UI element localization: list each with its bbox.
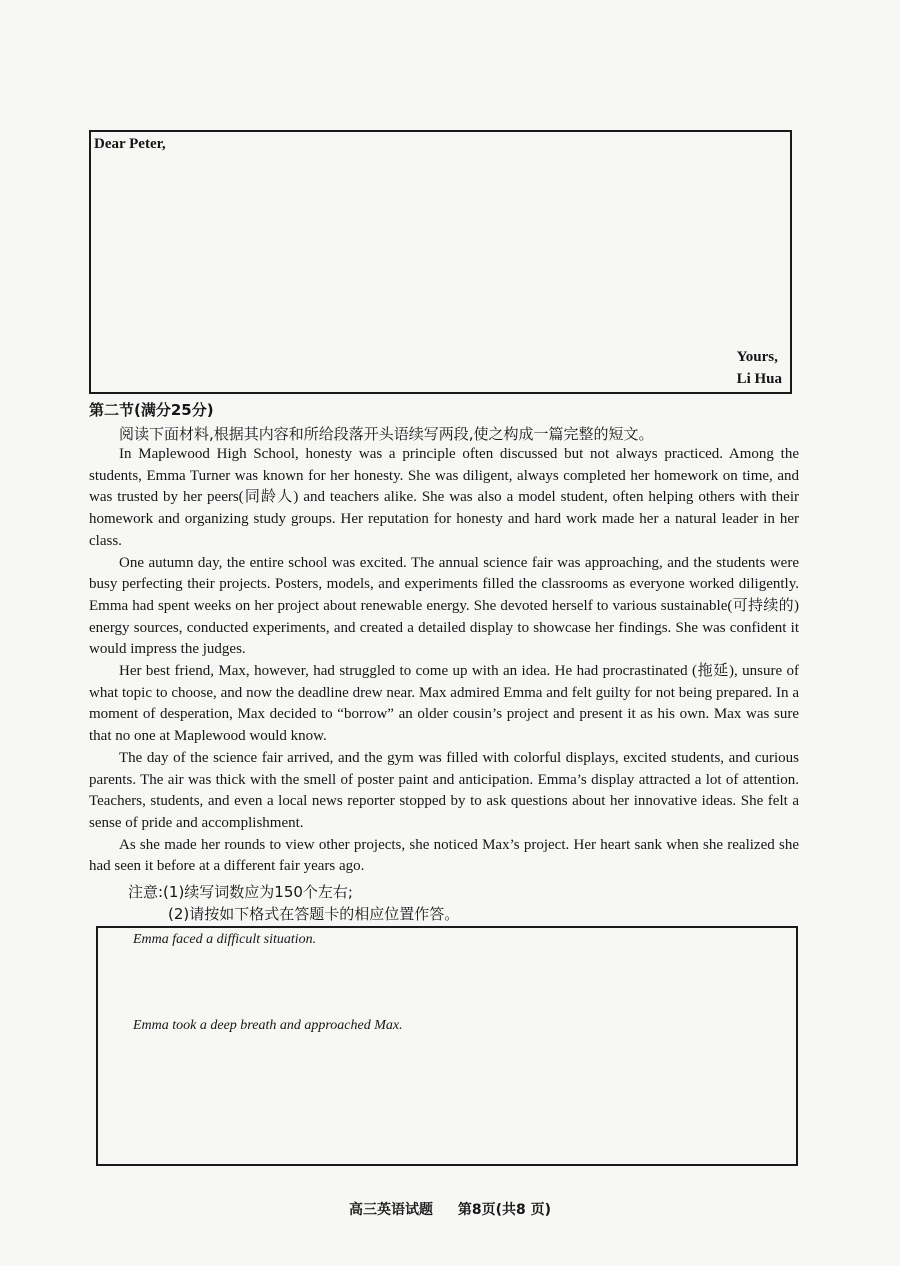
passage-paragraph: The day of the science fair arrived, and the gym was filled with colorful displays, excited students, and curious parents. The air was thick with the smell of poster paint and anticipation. Emma’s display attracted a lot of attention. Teachers, students, and even a local news reporter stopped by to ask questions about her innovative ideas. She felt a sense of pride and accomplishment. [89, 749, 799, 831]
letter-closing-block [737, 346, 782, 390]
note-line-2: (2)请按如下格式在答题卡的相应位置作答。 [168, 905, 460, 923]
note-line-1: 注意:(1)续写词数应为150个左右; [128, 883, 353, 901]
page-footer [0, 1199, 900, 1219]
letter-writing-box [89, 130, 792, 394]
paragraph-opener-1: Emma faced a difficult situation. [133, 932, 317, 947]
footer-subject: 高三英语试题 [348, 1202, 433, 1218]
passage-paragraph: As she made her rounds to view other projects, she noticed Max’s project. Her heart sank when she realized she had seen it before at a different fair years ago. [89, 836, 799, 875]
letter-closing: Yours, [736, 349, 778, 365]
letter-salutation: Dear Peter, [94, 136, 166, 152]
passage-paragraph: One autumn day, the entire school was excited. The annual science fair was approaching, and the students were busy perfecting their projects. Posters, models, and experiments filled the classrooms as everyone worked diligently. Emma had spent weeks on her project about renewable energy. She devoted herself to various sustainable(可持续的) energy sources, conducted experiments, and created a detailed display to showcase her findings. She was confident it would impress the judges. [89, 554, 799, 658]
section-title: 第二节(满分25分) [89, 401, 214, 419]
reading-passage [89, 444, 799, 878]
passage-paragraph: Her best friend, Max, however, had struggled to come up with an idea. He had procrastinated (拖延), unsure of what topic to choose, and now the deadline drew near. Max admired Emma and felt guilty for not being prepared. In a moment of desperation, Max decided to “borrow” an older cousin’s project and present it as his own. Max was sure that no one at Maplewood would know. [89, 663, 799, 745]
paragraph-opener-2: Emma took a deep breath and approached Max. [133, 1018, 403, 1033]
section-instruction: 阅读下面材料,根据其内容和所给段落开头语续写两段,使之构成一篇完整的短文。 [119, 425, 654, 443]
letter-signature: Li Hua [736, 371, 782, 387]
passage-paragraph: In Maplewood High School, honesty was a principle often discussed but not always practiced. Among the students, Emma Turner was known for her honesty. She was diligent, always completed her homework on time, and was trusted by her peers(同龄人) and teachers alike. She was also a model student, often helping others with their homework and organizing study groups. Her reputation for honesty and hard work made her a natural leader in her class. [89, 446, 799, 549]
continuation-writing-box [96, 926, 798, 1166]
footer-page-number: 第8页(共8 页) [457, 1202, 552, 1218]
